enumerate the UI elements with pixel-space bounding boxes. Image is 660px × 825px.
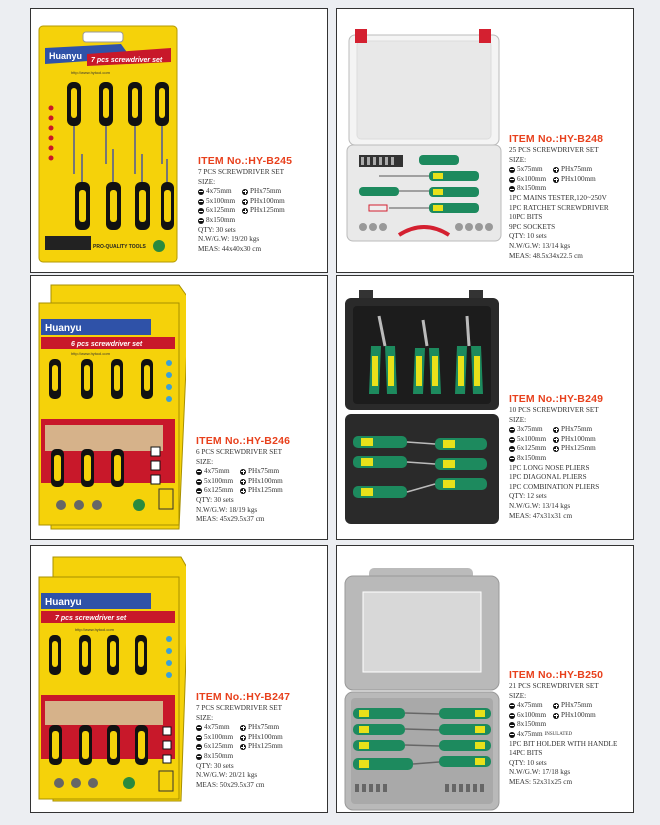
phillips-icon [240,488,246,494]
size-row: 6x125mm PHx125mm [196,742,290,752]
package-url: http://www.hytool.com [75,627,114,632]
phillips-icon [242,208,248,214]
phillips-icon [240,744,246,750]
item-title: ITEM No.:HY-B247 [196,691,291,703]
slotted-icon [509,713,515,719]
package-url: http://www.hytool.com [71,351,110,356]
size-label: SIZE: [196,457,214,466]
slotted-icon [509,186,515,192]
item-weight: N.W/G.W: 13/14 kgs [509,241,571,250]
item-extra: 1PC LONG NOSE PLIERS [509,463,590,472]
phillips-icon [242,189,248,195]
package-url: http://www.hytool.com [71,70,110,75]
item-extra: 10PC BITS [509,213,543,222]
spec-block [196,691,290,790]
spec-block [198,155,292,254]
item-extra: 1PC MAINS TESTER,120~250V [509,193,607,202]
item-weight: N.W/G.W: 13/14 kgs [509,501,571,510]
size-row: 5x100mm PHx100mm [509,435,603,445]
product-image-hy-b246 [31,279,186,537]
product-image-hy-b247 [31,549,186,811]
size-label: SIZE: [509,415,527,424]
product-cell-hy-b249 [336,275,634,540]
phillips-icon [240,725,246,731]
size-row: 4x75mm PHx75mm [196,723,290,733]
spec-block [509,133,609,261]
size-label: SIZE: [198,177,216,186]
slotted-icon [509,703,515,709]
slotted-icon [196,488,202,494]
size-label: SIZE: [196,713,214,722]
size-row: 8x150mm [509,720,617,730]
item-title: ITEM No.:HY-B248 [509,133,604,145]
product-image-hy-b248 [339,21,509,253]
product-cell-hy-b247 [30,545,328,813]
size-row: 8x150mm [509,454,603,464]
item-qty: QTY: 30 sets [196,495,234,504]
item-desc: 10 PCS SCREWDRIVER SET [509,406,599,414]
package-brand: Huanyu [49,51,83,61]
item-title: ITEM No.:HY-B249 [509,393,604,405]
item-title: ITEM No.:HY-B250 [509,669,604,681]
item-desc: 25 PCS SCREWDRIVER SET [509,146,599,154]
slotted-icon [196,735,202,741]
item-qty: QTY: 30 sets [196,761,234,770]
size-row: 6x125mm PHx125mm [196,486,290,496]
slotted-icon [198,189,204,195]
slotted-icon [196,754,202,760]
item-meas: MEAS: 47x31x31 cm [509,511,573,520]
item-title: ITEM No.:HY-B246 [196,435,291,447]
slotted-icon [509,456,515,462]
product-cell-hy-b250 [336,545,634,813]
item-weight: N.W/G.W: 19/20 kgs [198,235,260,244]
spec-block [196,435,290,525]
slotted-icon [198,199,204,205]
package-brand: Huanyu [45,597,82,608]
phillips-icon [240,479,246,485]
item-desc: 21 PCS SCREWDRIVER SET [509,682,599,690]
spec-block [509,669,617,788]
item-meas: MEAS: 52x31x25 cm [509,777,573,786]
item-weight: N.W/G.W: 20/21 kgs [196,771,258,780]
package-label: 6 pcs screwdriver set [71,341,143,348]
size-label: SIZE: [509,691,527,700]
item-meas: MEAS: 45x29.5x37 cm [196,515,265,524]
slotted-icon [509,446,515,452]
item-extra: 1PC RATCHET SCREWDRIVER [509,203,609,212]
slotted-icon [196,744,202,750]
item-weight: N.W/G.W: 18/19 kgs [196,505,258,514]
product-cell-hy-b245 [30,8,328,273]
package-label: 7 pcs screwdriver set [91,57,163,64]
spec-block [509,393,603,521]
size-row: 4x75mm INSULATED [509,730,617,740]
size-row: 6x125mm PHx125mm [198,206,292,216]
product-image-hy-b250 [339,558,504,813]
phillips-icon [553,167,559,173]
item-extra: 14PC BITS [509,749,543,758]
size-row: 6x100mm PHx100mm [509,175,609,185]
slotted-icon [509,427,515,433]
slotted-icon [196,479,202,485]
package-footer: PRO-QUALITY TOOLS [93,244,146,250]
package-brand: Huanyu [45,323,82,334]
size-row: 8x150mm [509,184,609,194]
item-qty: QTY: 30 sets [198,225,236,234]
size-row: 3x75mm PHx75mm [509,425,603,435]
product-image-hy-b249 [339,286,504,536]
item-extra: 9PC SOCKETS [509,222,556,231]
phillips-icon [240,469,246,475]
phillips-icon [240,735,246,741]
phillips-icon [553,177,559,183]
phillips-icon [553,437,559,443]
size-row: 5x75mm PHx75mm [509,165,609,175]
phillips-icon [553,446,559,452]
size-row: 4x75mm PHx75mm [509,701,617,711]
size-row: 8x150mm [198,216,292,226]
slotted-icon [196,469,202,475]
item-qty: QTY: 12 sets [509,492,547,501]
item-meas: MEAS: 44x40x30 cm [198,244,262,253]
phillips-icon [553,427,559,433]
slotted-icon [509,177,515,183]
package-label: 7 pcs screwdriver set [55,615,127,622]
product-cell-hy-b246 [30,275,328,540]
item-desc: 6 PCS SCREWDRIVER SET [196,448,283,456]
slotted-icon [198,208,204,214]
slotted-icon [198,218,204,224]
slotted-icon [509,722,515,728]
slotted-icon [509,732,515,738]
phillips-icon [553,703,559,709]
size-row: 5x100mm PHx100mm [196,477,290,487]
phillips-icon [553,713,559,719]
item-qty: QTY: 10 sets [509,232,547,241]
item-title: ITEM No.:HY-B245 [198,155,293,167]
size-row: 5x100mm PHx100mm [196,733,290,743]
insulated-label: INSULATED [544,731,573,737]
item-meas: MEAS: 50x29.5x37 cm [196,780,265,789]
slotted-icon [509,167,515,173]
size-row: 4x75mm PHx75mm [198,187,292,197]
item-extra: 1PC BIT HOLDER WITH HANDLE [509,739,618,748]
item-qty: QTY: 10 sets [509,758,547,767]
size-row: 8x150mm [196,752,290,762]
size-row: 5x100mm PHx100mm [198,197,292,207]
item-weight: N.W/G.W: 17/18 kgs [509,768,571,777]
item-desc: 7 PCS SCREWDRIVER SET [198,168,285,176]
item-extra: 1PC DIAGONAL PLIERS [509,473,587,482]
product-image-hy-b245 [31,14,181,269]
size-label: SIZE: [509,155,527,164]
item-meas: MEAS: 48.5x34x22.5 cm [509,251,583,260]
item-desc: 7 PCS SCREWDRIVER SET [196,704,283,712]
slotted-icon [509,437,515,443]
size-row: 6x125mm PHx125mm [509,444,603,454]
phillips-icon [242,199,248,205]
slotted-icon [196,725,202,731]
size-row: 6x100mm PHx100mm [509,711,617,721]
size-row: 4x75mm PHx75mm [196,467,290,477]
item-extra: 1PC COMBINATION PLIERS [509,482,600,491]
product-cell-hy-b248 [336,8,634,273]
